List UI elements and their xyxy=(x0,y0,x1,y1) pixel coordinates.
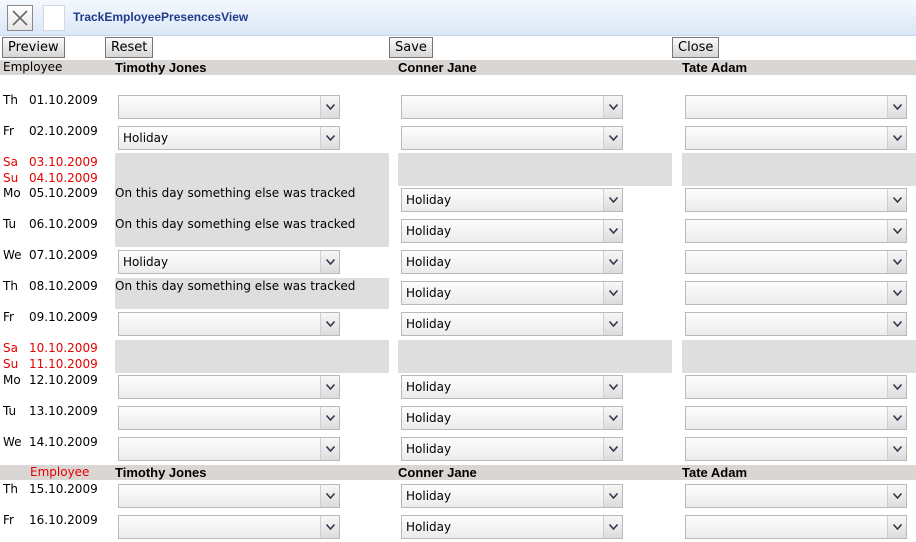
employee-name: Conner Jane xyxy=(398,60,477,75)
presence-select[interactable] xyxy=(401,437,623,461)
presence-select[interactable] xyxy=(685,126,907,150)
dropdown-arrow[interactable] xyxy=(603,485,622,507)
chevron-down-icon xyxy=(893,415,902,421)
date-label: 16.10.2009 xyxy=(29,513,98,527)
date-label: 02.10.2009 xyxy=(29,124,98,138)
column-header-repeat xyxy=(0,465,916,480)
date-label: 15.10.2009 xyxy=(29,482,98,496)
dropdown-arrow[interactable] xyxy=(603,407,622,429)
presence-select-value: Holiday xyxy=(123,255,169,269)
dropdown-arrow[interactable] xyxy=(320,438,339,460)
employee-name: Conner Jane xyxy=(398,465,477,480)
presence-select[interactable] xyxy=(401,188,623,212)
day-label: Sa xyxy=(3,341,18,355)
employee-name: Tate Adam xyxy=(682,60,748,75)
chevron-down-icon xyxy=(326,259,335,265)
dropdown-arrow[interactable] xyxy=(603,313,622,335)
chevron-down-icon xyxy=(326,415,335,421)
presence-select[interactable] xyxy=(118,95,340,119)
date-label: 08.10.2009 xyxy=(29,279,98,293)
date-label: 14.10.2009 xyxy=(29,435,98,449)
presence-select[interactable] xyxy=(401,375,623,399)
dropdown-arrow[interactable] xyxy=(603,220,622,242)
date-label: 04.10.2009 xyxy=(29,171,98,185)
day-label: Tu xyxy=(3,217,17,231)
date-label: 07.10.2009 xyxy=(29,248,98,262)
day-label: Th xyxy=(3,279,18,293)
day-label: Sa xyxy=(3,155,18,169)
unavailable-cell xyxy=(398,153,672,186)
chevron-down-icon xyxy=(609,493,618,499)
chevron-down-icon xyxy=(893,104,902,110)
chevron-down-icon xyxy=(326,135,335,141)
presence-select[interactable] xyxy=(685,312,907,336)
unavailable-cell xyxy=(115,153,389,186)
tracked-note: On this day something else was tracked xyxy=(115,279,356,293)
dropdown-arrow[interactable] xyxy=(887,516,906,538)
presence-select[interactable] xyxy=(118,312,340,336)
chevron-down-icon xyxy=(326,104,335,110)
presence-select-value: Holiday xyxy=(406,193,452,207)
unavailable-cell xyxy=(682,153,916,186)
chevron-down-icon xyxy=(893,524,902,530)
chevron-down-icon xyxy=(609,524,618,530)
presence-select[interactable] xyxy=(118,250,340,274)
employee-label: Employee xyxy=(30,465,90,479)
unavailable-cell xyxy=(682,340,916,373)
presence-select-value: Holiday xyxy=(406,489,452,503)
column-header xyxy=(0,60,916,75)
tracked-note: On this day something else was tracked xyxy=(115,186,356,200)
chevron-down-icon xyxy=(893,321,902,327)
day-label: Mo xyxy=(3,373,21,387)
dropdown-arrow[interactable] xyxy=(887,220,906,242)
day-label: Su xyxy=(3,171,19,185)
dropdown-arrow[interactable] xyxy=(603,282,622,304)
dropdown-arrow[interactable] xyxy=(320,313,339,335)
dropdown-arrow[interactable] xyxy=(603,376,622,398)
chevron-down-icon xyxy=(326,446,335,452)
presence-select[interactable] xyxy=(685,95,907,119)
dropdown-arrow[interactable] xyxy=(887,189,906,211)
chevron-down-icon xyxy=(609,384,618,390)
dropdown-arrow[interactable] xyxy=(320,251,339,273)
close-icon xyxy=(11,9,29,27)
day-label: Fr xyxy=(3,310,14,324)
presence-select[interactable] xyxy=(685,406,907,430)
chevron-down-icon xyxy=(609,259,618,265)
chevron-down-icon xyxy=(893,135,902,141)
dropdown-arrow[interactable] xyxy=(320,376,339,398)
dropdown-arrow[interactable] xyxy=(320,96,339,118)
dropdown-arrow[interactable] xyxy=(887,407,906,429)
presence-select[interactable] xyxy=(401,515,623,539)
chevron-down-icon xyxy=(893,290,902,296)
dropdown-arrow[interactable] xyxy=(603,96,622,118)
title-bar xyxy=(0,0,916,36)
employee-name: Timothy Jones xyxy=(115,60,207,75)
day-label: Th xyxy=(3,93,18,107)
date-label: 03.10.2009 xyxy=(29,155,98,169)
presence-select[interactable] xyxy=(401,250,623,274)
presence-select[interactable] xyxy=(118,375,340,399)
presence-select-value: Holiday xyxy=(406,317,452,331)
presence-select[interactable] xyxy=(118,406,340,430)
presence-select[interactable] xyxy=(685,375,907,399)
date-label: 06.10.2009 xyxy=(29,217,98,231)
presence-select-value: Holiday xyxy=(406,442,452,456)
chevron-down-icon xyxy=(609,446,618,452)
presence-select[interactable] xyxy=(118,515,340,539)
window-title: TrackEmployeePresencesView xyxy=(73,10,249,24)
presence-select[interactable] xyxy=(401,95,623,119)
presence-select-value: Holiday xyxy=(406,411,452,425)
presence-select-value: Holiday xyxy=(406,224,452,238)
date-label: 13.10.2009 xyxy=(29,404,98,418)
dropdown-arrow[interactable] xyxy=(603,189,622,211)
tracked-note: On this day something else was tracked xyxy=(115,217,356,231)
presence-select[interactable] xyxy=(118,484,340,508)
dropdown-arrow[interactable] xyxy=(603,438,622,460)
presence-select[interactable] xyxy=(401,484,623,508)
presence-select[interactable] xyxy=(685,219,907,243)
day-label: We xyxy=(3,435,22,449)
presence-select[interactable] xyxy=(118,437,340,461)
chevron-down-icon xyxy=(609,228,618,234)
presence-select[interactable] xyxy=(401,406,623,430)
date-label: 09.10.2009 xyxy=(29,310,98,324)
dropdown-arrow[interactable] xyxy=(887,485,906,507)
chevron-down-icon xyxy=(893,446,902,452)
chevron-down-icon xyxy=(609,135,618,141)
day-label: Th xyxy=(3,482,18,496)
dropdown-arrow[interactable] xyxy=(887,127,906,149)
chevron-down-icon xyxy=(326,321,335,327)
presence-select[interactable] xyxy=(401,219,623,243)
chevron-down-icon xyxy=(893,384,902,390)
day-label: We xyxy=(3,248,22,262)
chevron-down-icon xyxy=(893,493,902,499)
date-label: 12.10.2009 xyxy=(29,373,98,387)
presence-select[interactable] xyxy=(685,484,907,508)
presence-select[interactable] xyxy=(685,281,907,305)
employee-name: Timothy Jones xyxy=(115,465,207,480)
window-icon-placeholder xyxy=(43,5,65,31)
day-label: Mo xyxy=(3,186,21,200)
chevron-down-icon xyxy=(609,197,618,203)
dropdown-arrow[interactable] xyxy=(320,407,339,429)
presence-select[interactable] xyxy=(401,312,623,336)
employee-name: Tate Adam xyxy=(682,465,748,480)
dropdown-arrow[interactable] xyxy=(603,127,622,149)
unavailable-cell xyxy=(115,340,389,373)
presence-select[interactable] xyxy=(401,126,623,150)
chevron-down-icon xyxy=(893,228,902,234)
chevron-down-icon xyxy=(609,290,618,296)
close-button[interactable]: Close xyxy=(672,37,719,58)
presence-select-value: Holiday xyxy=(406,255,452,269)
dropdown-arrow[interactable] xyxy=(887,251,906,273)
dropdown-arrow[interactable] xyxy=(887,313,906,335)
day-label: Tu xyxy=(3,404,17,418)
presence-select[interactable] xyxy=(685,188,907,212)
reset-button[interactable]: Reset xyxy=(105,37,153,58)
chevron-down-icon xyxy=(326,524,335,530)
dropdown-arrow[interactable] xyxy=(887,282,906,304)
chevron-down-icon xyxy=(609,321,618,327)
date-label: 01.10.2009 xyxy=(29,93,98,107)
presence-select-value: Holiday xyxy=(406,380,452,394)
chevron-down-icon xyxy=(326,493,335,499)
presence-select[interactable] xyxy=(401,281,623,305)
dropdown-arrow[interactable] xyxy=(320,127,339,149)
presence-select-value: Holiday xyxy=(406,286,452,300)
date-label: 05.10.2009 xyxy=(29,186,98,200)
save-button[interactable]: Save xyxy=(389,37,433,58)
date-label: 11.10.2009 xyxy=(29,357,98,371)
day-label: Fr xyxy=(3,124,14,138)
close-window-button[interactable] xyxy=(7,5,33,31)
dropdown-arrow[interactable] xyxy=(887,438,906,460)
unavailable-cell xyxy=(398,340,672,373)
presence-select[interactable] xyxy=(118,126,340,150)
preview-button[interactable]: Preview xyxy=(2,37,65,58)
dropdown-arrow[interactable] xyxy=(603,516,622,538)
dropdown-arrow[interactable] xyxy=(603,251,622,273)
day-label: Fr xyxy=(3,513,14,527)
date-label: 10.10.2009 xyxy=(29,341,98,355)
chevron-down-icon xyxy=(893,197,902,203)
day-label: Su xyxy=(3,357,19,371)
presence-select[interactable] xyxy=(685,250,907,274)
dropdown-arrow[interactable] xyxy=(320,516,339,538)
chevron-down-icon xyxy=(326,384,335,390)
presence-select[interactable] xyxy=(685,515,907,539)
chevron-down-icon xyxy=(609,415,618,421)
presence-select-value: Holiday xyxy=(123,131,169,145)
dropdown-arrow[interactable] xyxy=(887,376,906,398)
dropdown-arrow[interactable] xyxy=(320,485,339,507)
presence-select[interactable] xyxy=(685,437,907,461)
presence-select-value: Holiday xyxy=(406,520,452,534)
chevron-down-icon xyxy=(893,259,902,265)
chevron-down-icon xyxy=(609,104,618,110)
employee-label: Employee xyxy=(3,60,63,74)
dropdown-arrow[interactable] xyxy=(887,96,906,118)
